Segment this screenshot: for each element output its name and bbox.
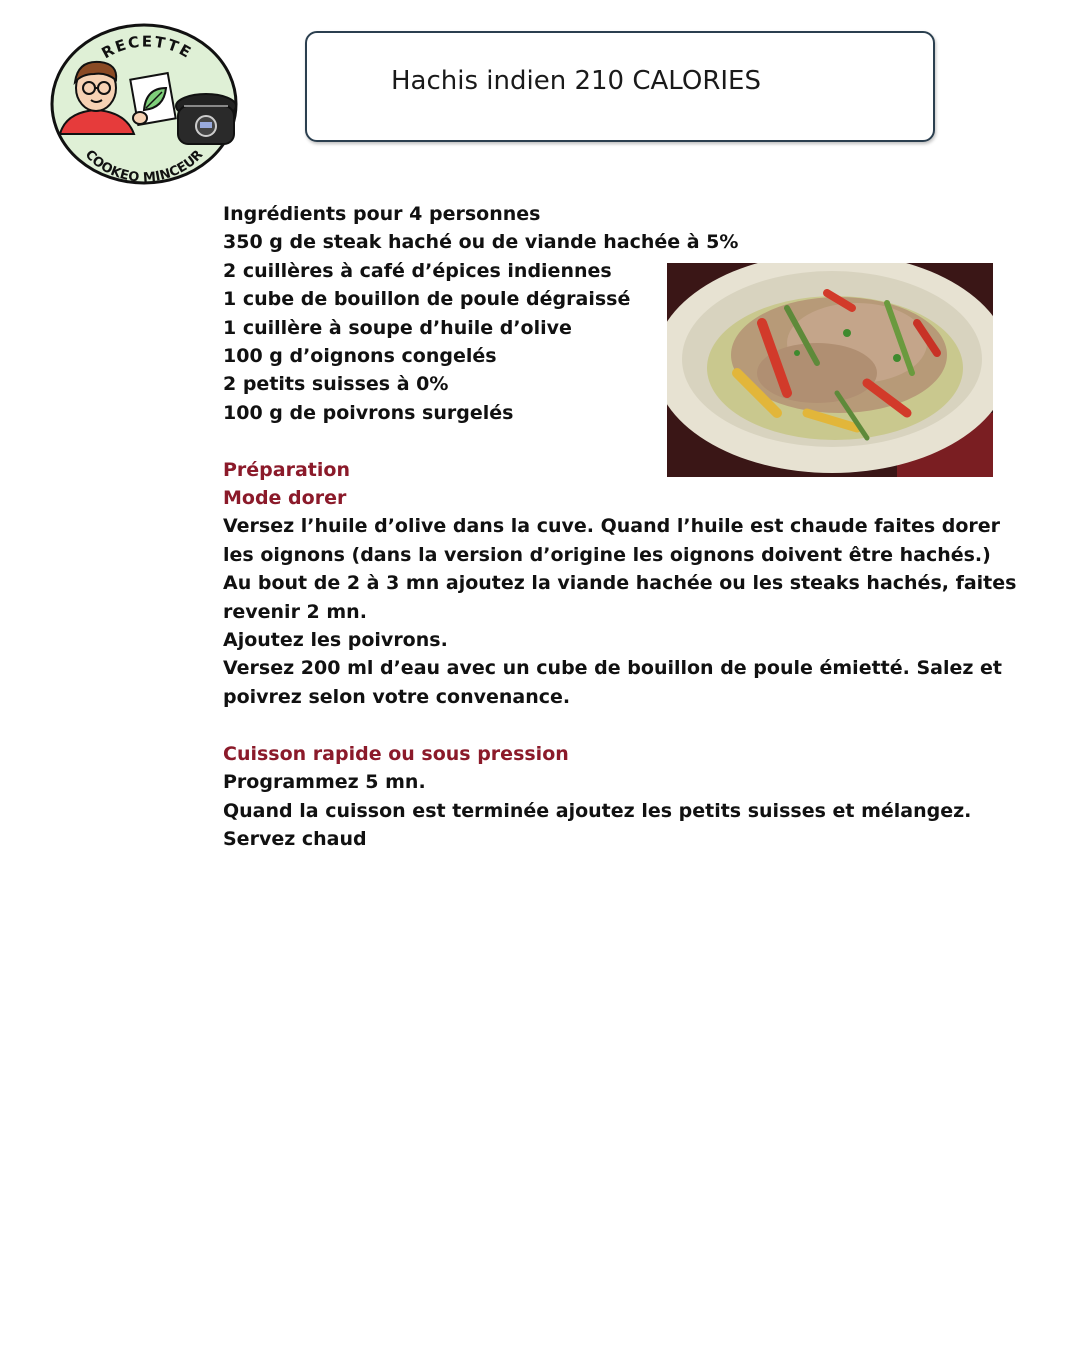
preparation-step: Versez l’huile d’olive dans la cuve. Quand l’huile est chaude faites dorer les oignons (dans la version d’origine les oignons doivent être hachés.) [223, 515, 1001, 566]
ingredient-item: 2 cuillères à café d’épices indiennes [223, 259, 612, 282]
preparation-step: Versez 200 ml d’eau avec un cube de bouillon de poule émietté. Salez et poivrez selon votre convenance. [223, 657, 1003, 708]
logo-bottom-text: COOKEO MINCEUR [81, 147, 207, 186]
ingredient-item: 1 cube de bouillon de poule dégraissé [223, 288, 631, 311]
ingredient-item: 350 g de steak haché ou de viande hachée à 5% [223, 231, 739, 254]
preparation-step: Ajoutez les poivrons. [223, 629, 448, 652]
recipe-leaf-card-icon [130, 73, 175, 125]
title-box [305, 31, 935, 142]
spacer [223, 711, 1033, 739]
preparation-step: Au bout de 2 à 3 mn ajoutez la viande hachée ou les steaks hachés, faites revenir 2 mn. [223, 572, 1017, 623]
ingredient-item: 1 cuillère à soupe d’huile d’olive [223, 316, 572, 339]
logo-top-text: RECETTE [98, 32, 196, 63]
cooking-heading: Cuisson rapide ou sous pression [223, 742, 569, 765]
recipe-content [223, 200, 1033, 853]
spacer [223, 427, 1033, 455]
preparation-heading: Préparation [223, 458, 350, 481]
ingredient-item: 100 g d’oignons congelés [223, 345, 497, 368]
cookeo-pressure-cooker-icon [176, 94, 236, 144]
ingredient-item: 100 g de poivrons surgelés [223, 401, 514, 424]
recipe-logo-badge [48, 22, 240, 187]
ingredients-heading: Ingrédients pour 4 personnes [223, 203, 541, 225]
logo-graphic [48, 22, 240, 187]
cooking-step: Programmez 5 mn. [223, 771, 426, 794]
preparation-mode: Mode dorer [223, 487, 347, 510]
recipe-title: Hachis indien 210 CALORIES [391, 66, 761, 96]
cooking-step: Quand la cuisson est terminée ajoutez les petits suisses et mélangez. Servez chaud [223, 799, 972, 850]
ingredient-item: 2 petits suisses à 0% [223, 373, 449, 396]
